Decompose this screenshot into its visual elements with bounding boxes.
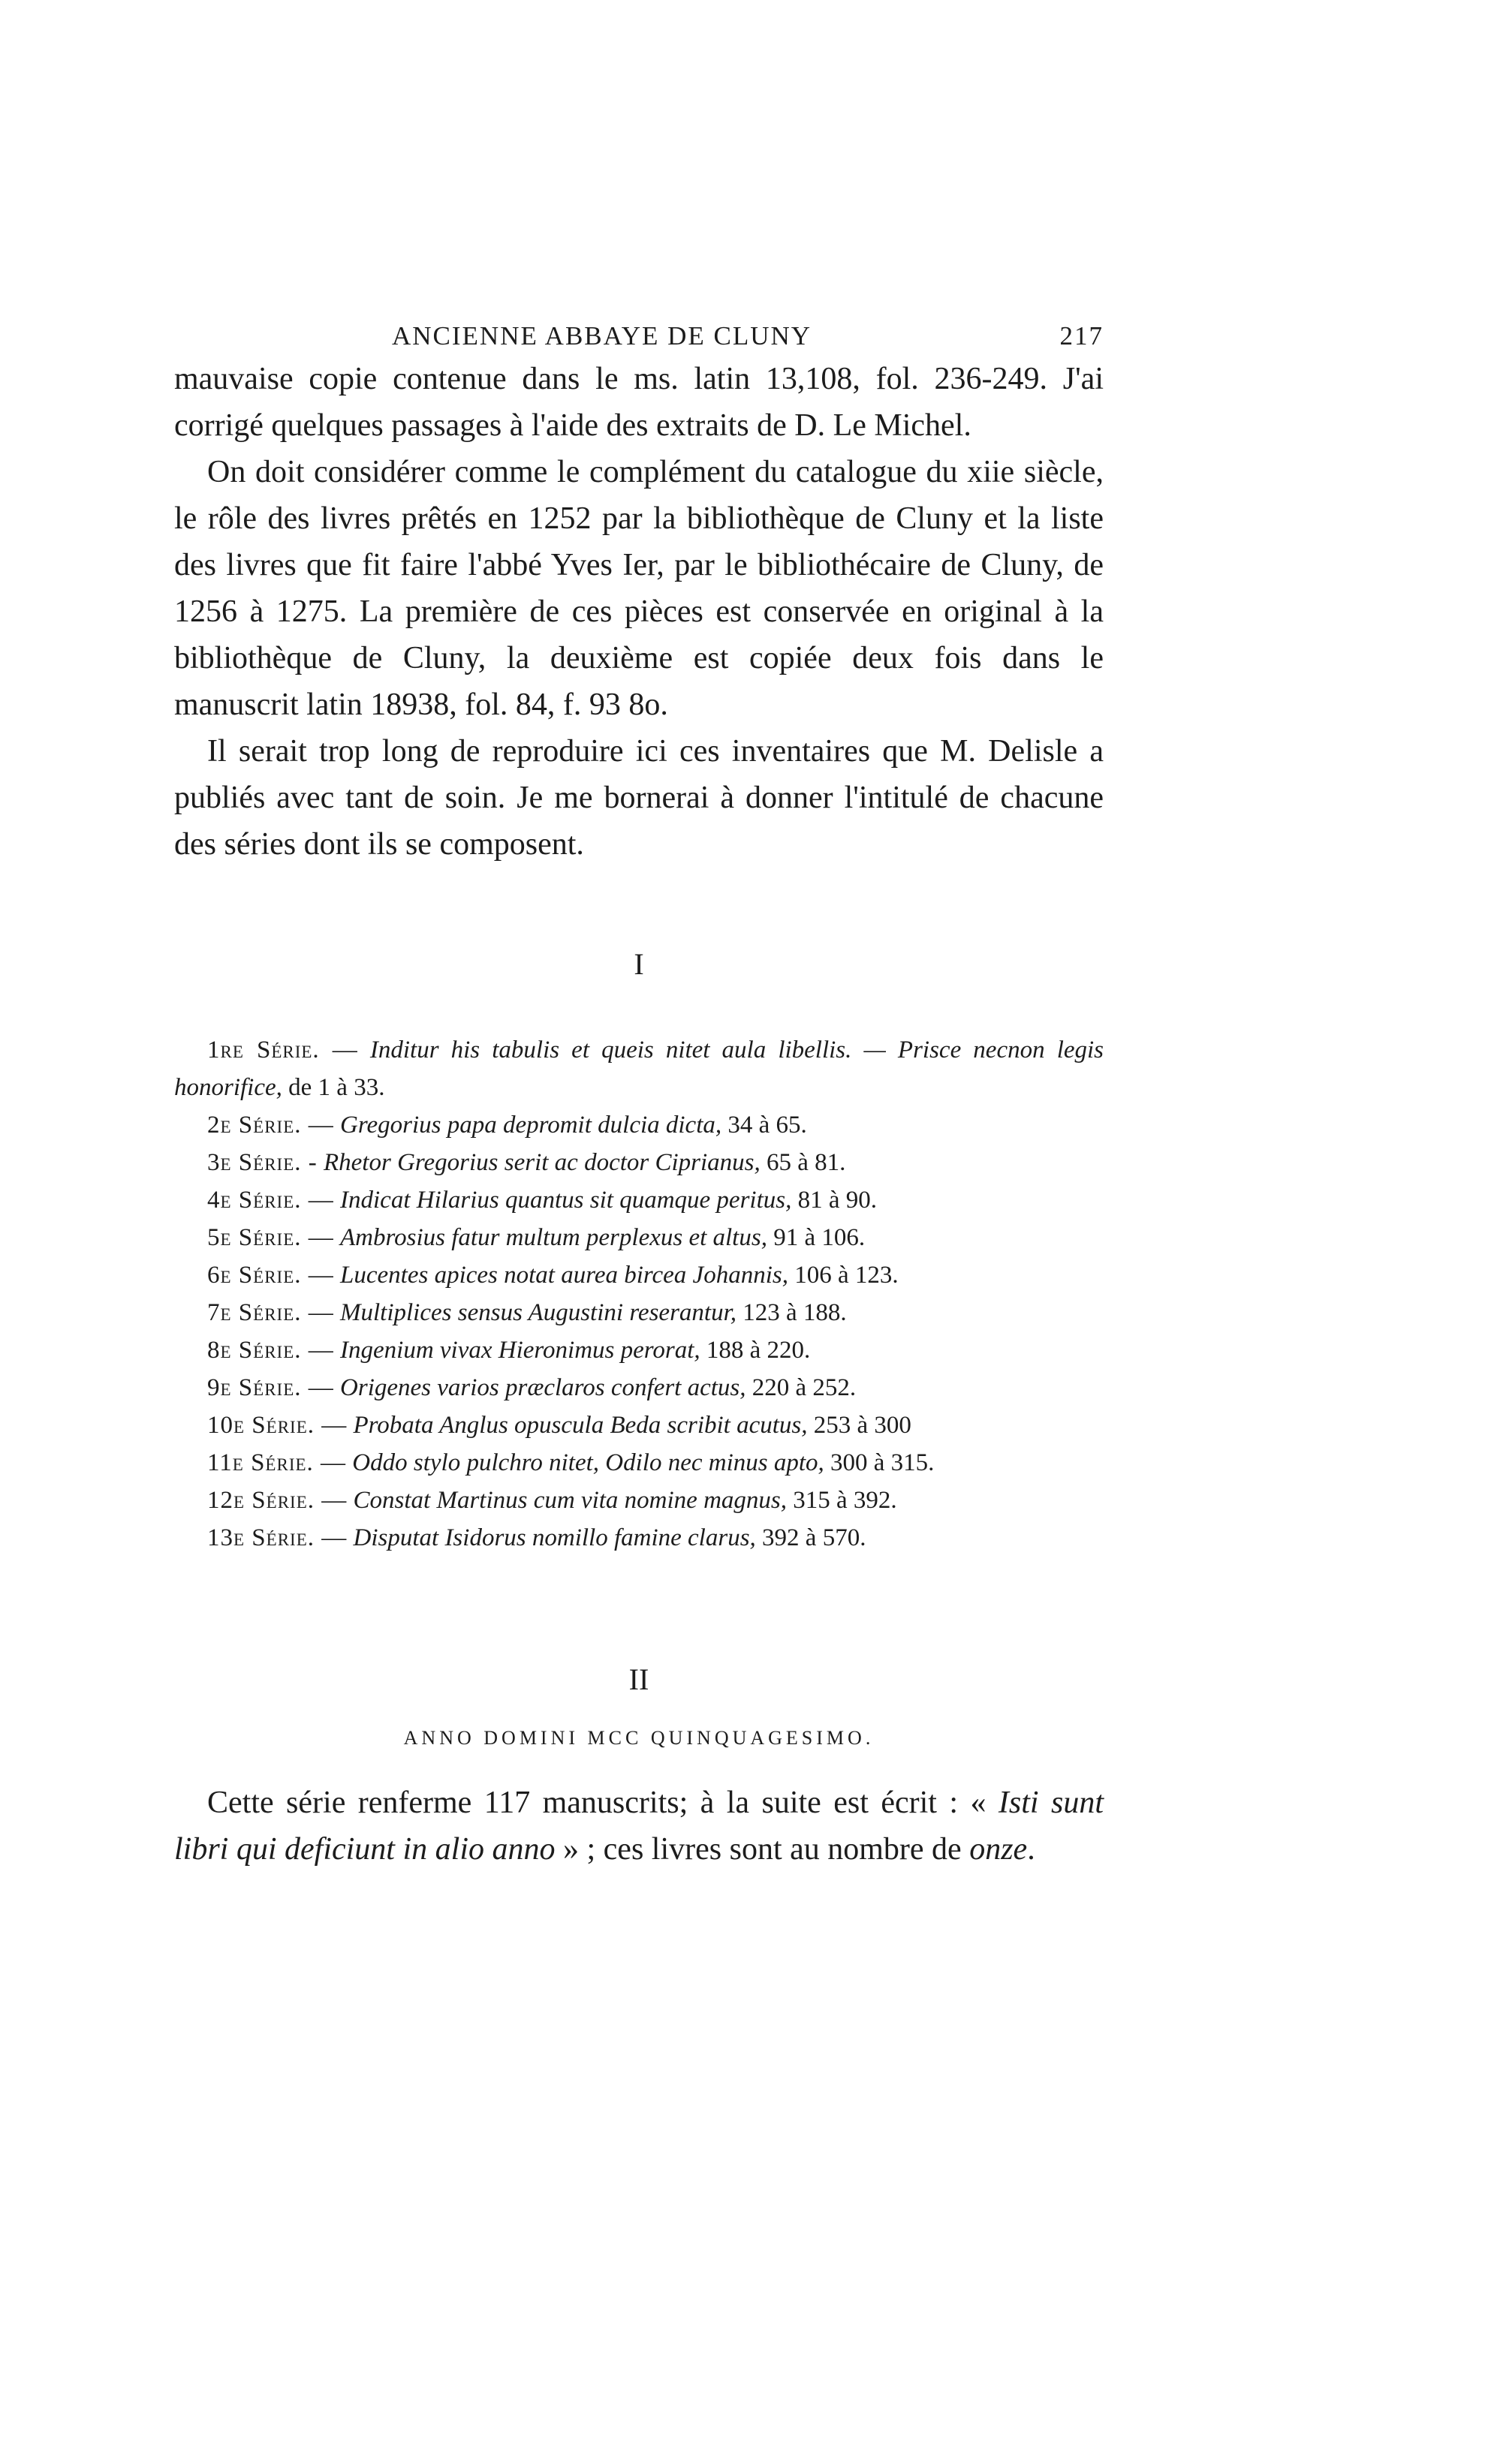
series-item [174, 1406, 1104, 1444]
paragraph-4-text-middle: » ; ces livres sont au nombre de [563, 1832, 962, 1867]
series-range: 253 à 300 [813, 1412, 911, 1439]
series-verse: Ambrosius fatur multum perplexus et altus, [340, 1224, 767, 1251]
series-item [174, 1519, 1104, 1557]
series-item [174, 1031, 1104, 1106]
series-label: 4e Série. — [207, 1187, 334, 1214]
series-verse: Multiplices sensus Augustini reserantur, [340, 1299, 737, 1326]
series-range: 315 à 392. [793, 1487, 897, 1514]
series-range: 220 à 252. [752, 1374, 857, 1401]
series-verse: Ingenium vivax Hieronimus perorat, [340, 1337, 700, 1364]
series-label: 2e Série. — [207, 1112, 334, 1139]
series-item [174, 1181, 1104, 1219]
series-verse: Gregorius papa depromit dulcia dicta, [340, 1112, 722, 1139]
series-range: de 1 à 33. [288, 1074, 385, 1101]
series-range: 91 à 106. [773, 1224, 866, 1251]
book-page [174, 314, 1104, 1873]
series-label: 5e Série. — [207, 1224, 334, 1251]
series-label: 10e Série. — [207, 1412, 348, 1439]
series-item [174, 1444, 1104, 1482]
series-verse: Disputat Isidorus nomillo famine clarus, [353, 1524, 756, 1551]
series-label: 13e Série. — [207, 1524, 348, 1551]
series-item [174, 1106, 1104, 1144]
paragraph-2: On doit considérer comme le complément du catalogue du xiie siècle, le rôle des livres prêtés en 1252 par la bibliothèque de Cluny et la liste des livres que fit faire l'abbé Yves Ier, par le bibliothécaire de Cluny, de 1256 à 1275. La première de ces pièces est conservée en original à la bibliothèque de Cluny, la deuxième est copiée deux fois dans le manuscrit latin 18938, fol. 84, f. 93 8o. [174, 455, 1104, 722]
series-list [174, 1031, 1104, 1557]
series-verse: Origenes varios præclaros confert actus, [340, 1374, 746, 1401]
series-range: 123 à 188. [742, 1299, 847, 1326]
series-label: 11e Série. — [207, 1449, 347, 1476]
series-range: 392 à 570. [762, 1524, 866, 1551]
series-item [174, 1219, 1104, 1256]
series-range: 106 à 123. [794, 1262, 899, 1289]
running-title: ANCIENNE ABBAYE DE CLUNY [392, 321, 812, 350]
running-head [174, 314, 1104, 356]
paragraph-4-text-end: . [1027, 1832, 1035, 1867]
paragraph-4 [174, 1780, 1104, 1873]
series-item [174, 1294, 1104, 1331]
paragraph-4-quote: Isti sunt libri qui deficiunt in alio anno [174, 1786, 1104, 1867]
paragraph-3: Il serait trop long de reproduire ici ces inventaires que M. Delisle a publiés avec tant de soin. Je me bornerai à donner l'intitulé de chacune des séries dont ils se composent. [174, 734, 1104, 862]
series-label: 1re Série. — [207, 1036, 358, 1064]
section-heading-2: II [628, 1662, 649, 1696]
series-verse: Constat Martinus cum vita nomine magnus, [353, 1487, 787, 1514]
page-number: 217 [1059, 321, 1104, 350]
series-range: 65 à 81. [767, 1149, 846, 1176]
series-range: 300 à 315. [830, 1449, 935, 1476]
paragraph-4-emphasis: onze [969, 1832, 1028, 1867]
series-item [174, 1331, 1104, 1369]
series-range: 34 à 65. [727, 1112, 807, 1139]
series-item [174, 1256, 1104, 1294]
series-label: 3e Série. - [207, 1149, 318, 1176]
series-verse: Oddo stylo pulchro nitet, Odilo nec minus apto, [352, 1449, 824, 1476]
series-label: 7e Série. — [207, 1299, 334, 1326]
series-verse: Lucentes apices notat aurea bircea Johannis, [340, 1262, 788, 1289]
series-label: 9e Série. — [207, 1374, 334, 1401]
series-verse: Probata Anglus opuscula Beda scribit acutus, [353, 1412, 808, 1439]
series-label: 8e Série. — [207, 1337, 334, 1364]
series-verse: Inditur his tabulis et queis nitet aula libellis. — Prisce necnon legis honorifice, [174, 1036, 1104, 1101]
section-subheading: ANNO DOMINI MCC QUINQUAGESIMO. [403, 1727, 875, 1749]
series-label: 6e Série. — [207, 1262, 334, 1289]
series-label: 12e Série. — [207, 1487, 348, 1514]
paragraph-1: mauvaise copie contenue dans le ms. latin 13,108, fol. 236-249. J'ai corrigé quelques passages à l'aide des extraits de D. Le Michel. [174, 362, 1104, 443]
series-item [174, 1482, 1104, 1519]
series-item [174, 1369, 1104, 1406]
series-range: 81 à 90. [797, 1187, 878, 1214]
series-item [174, 1144, 1104, 1181]
series-verse: Indicat Hilarius quantus sit quamque peritus, [340, 1187, 792, 1214]
section-heading-1: I [634, 947, 644, 981]
paragraph-4-text-before: Cette série renferme 117 manuscrits; à la suite est écrit : « [207, 1786, 986, 1820]
series-verse: Rhetor Gregorius serit ac doctor Ciprianus, [324, 1149, 761, 1176]
series-range: 188 à 220. [706, 1337, 811, 1364]
